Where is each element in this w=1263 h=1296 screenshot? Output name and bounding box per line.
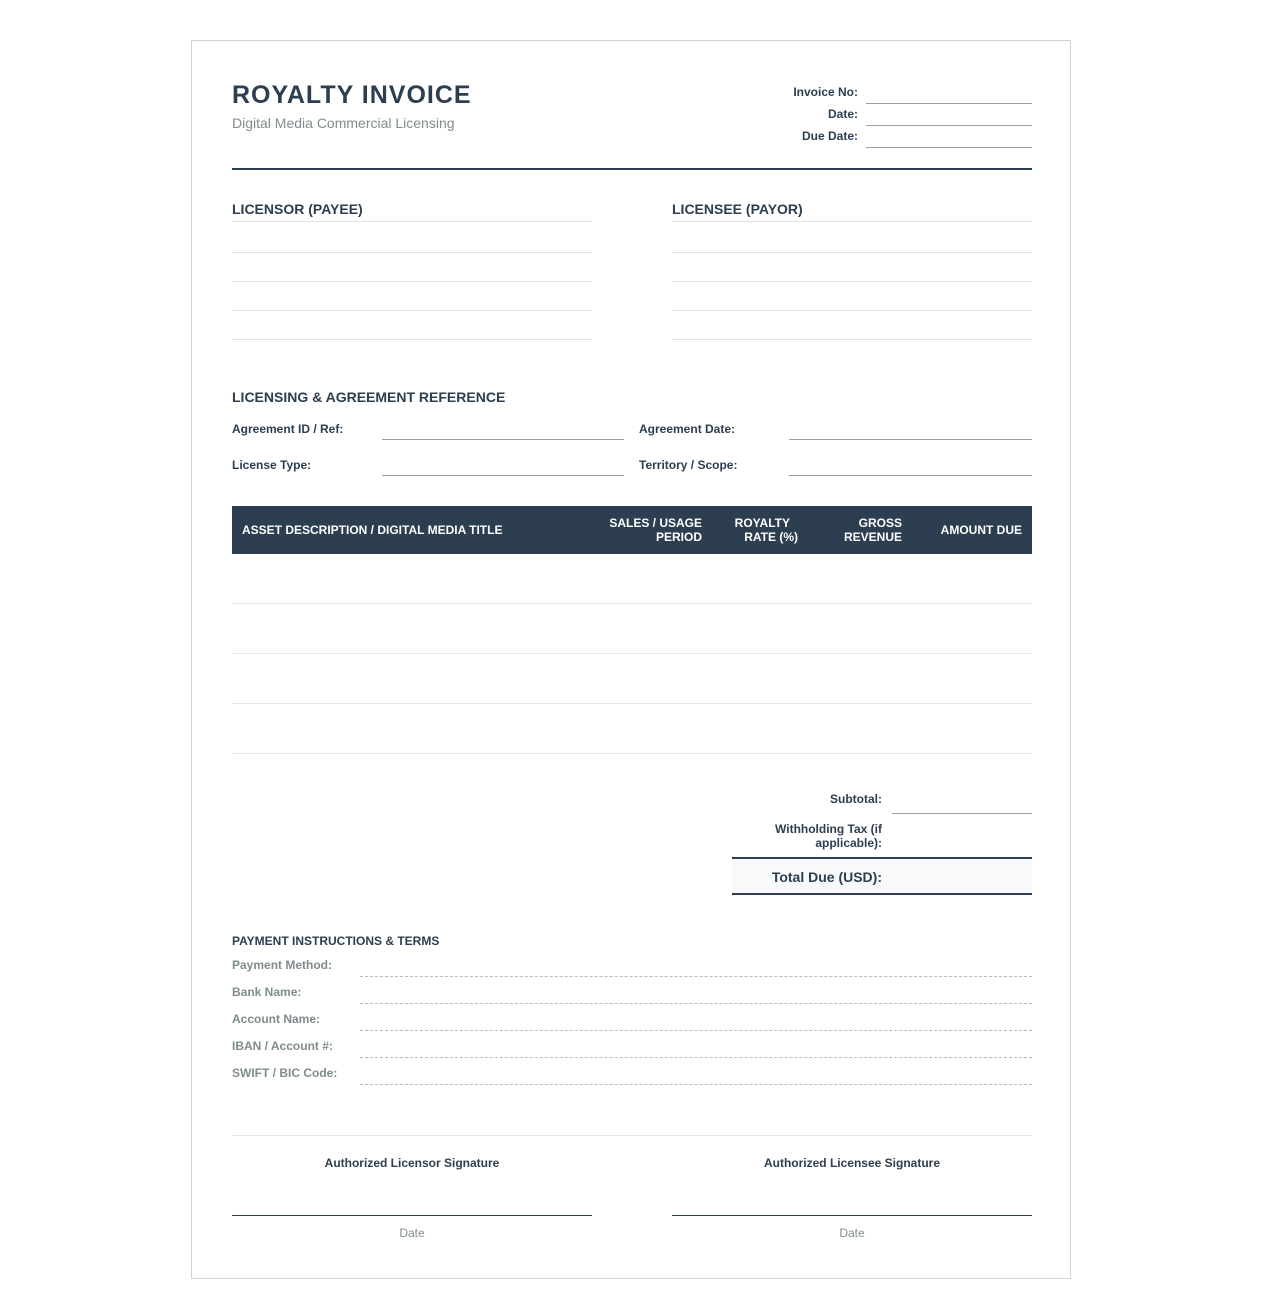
licensee-line-1[interactable] — [672, 252, 1032, 253]
table-row[interactable] — [232, 753, 1032, 754]
date-field[interactable] — [866, 125, 1032, 126]
territory-field[interactable] — [789, 475, 1032, 476]
account-name-field[interactable] — [360, 1030, 1032, 1031]
swift-label: SWIFT / BIC Code: — [232, 1066, 338, 1080]
col-usage-period: SALES / USAGE PERIOD — [609, 516, 702, 544]
table-row[interactable] — [232, 603, 1032, 604]
agreement-id-label: Agreement ID / Ref: — [232, 422, 344, 436]
license-type-field[interactable] — [382, 475, 624, 476]
payment-method-label: Payment Method: — [232, 958, 333, 972]
licensor-line-2[interactable] — [232, 281, 592, 282]
iban-field[interactable] — [360, 1057, 1032, 1058]
invoice-no-label: Invoice No: — [793, 85, 858, 99]
licensee-signature-label: Authorized Licensee Signature — [763, 1156, 941, 1170]
licensee-line-4[interactable] — [672, 339, 1032, 340]
licensee-heading-rule — [672, 221, 1032, 222]
col-royalty-rate: ROYALTY RATE (%) — [734, 516, 798, 544]
licensor-line-3[interactable] — [232, 310, 592, 311]
col-asset-description: ASSET DESCRIPTION / DIGITAL MEDIA TITLE — [242, 523, 503, 537]
invoice-page — [191, 40, 1071, 1279]
subtotal-label: Subtotal: — [830, 792, 882, 806]
total-due-label: Total Due (USD): — [771, 869, 882, 885]
licensor-heading-rule — [232, 221, 592, 222]
license-type-label: License Type: — [232, 458, 312, 472]
licensor-signature-label: Authorized Licensor Signature — [324, 1156, 500, 1170]
invoice-no-field[interactable] — [866, 103, 1032, 104]
table-row[interactable] — [232, 703, 1032, 704]
subtotal-field[interactable] — [892, 813, 1032, 814]
agreement-id-field[interactable] — [382, 439, 624, 440]
bank-name-label: Bank Name: — [232, 985, 302, 999]
licensee-line-2[interactable] — [672, 281, 1032, 282]
territory-label: Territory / Scope: — [639, 458, 738, 472]
licensor-heading: LICENSOR (PAYEE) — [232, 201, 363, 217]
withholding-label: Withholding Tax (if applicable): — [775, 822, 882, 850]
licensor-line-1[interactable] — [232, 252, 592, 253]
invoice-title: ROYALTY INVOICE — [232, 81, 472, 109]
bank-name-field[interactable] — [360, 1003, 1032, 1004]
date-label: Date: — [827, 107, 858, 121]
agreement-date-field[interactable] — [789, 439, 1032, 440]
due-date-label: Due Date: — [801, 129, 858, 143]
due-date-field[interactable] — [866, 147, 1032, 148]
line-items-header — [232, 506, 1032, 554]
signature-divider — [232, 1135, 1032, 1136]
licensor-date-label: Date — [399, 1226, 425, 1240]
swift-field[interactable] — [360, 1084, 1032, 1085]
licensee-signature-field[interactable] — [672, 1215, 1032, 1216]
col-gross-revenue: GROSS REVENUE — [843, 516, 902, 544]
account-name-label: Account Name: — [232, 1012, 321, 1026]
reference-heading: LICENSING & AGREEMENT REFERENCE — [232, 389, 506, 405]
invoice-subtitle: Digital Media Commercial Licensing — [232, 115, 455, 131]
iban-label: IBAN / Account #: — [232, 1039, 333, 1053]
total-due-row — [732, 857, 1032, 895]
licensor-line-4[interactable] — [232, 339, 592, 340]
licensee-heading: LICENSEE (PAYOR) — [672, 201, 803, 217]
payment-heading: PAYMENT INSTRUCTIONS & TERMS — [232, 934, 440, 948]
header-divider — [232, 168, 1032, 170]
col-amount-due: AMOUNT DUE — [940, 523, 1022, 537]
table-row[interactable] — [232, 653, 1032, 654]
licensee-line-3[interactable] — [672, 310, 1032, 311]
payment-method-field[interactable] — [360, 976, 1032, 977]
agreement-date-label: Agreement Date: — [639, 422, 736, 436]
licensor-signature-field[interactable] — [232, 1215, 592, 1216]
licensee-date-label: Date — [839, 1226, 865, 1240]
